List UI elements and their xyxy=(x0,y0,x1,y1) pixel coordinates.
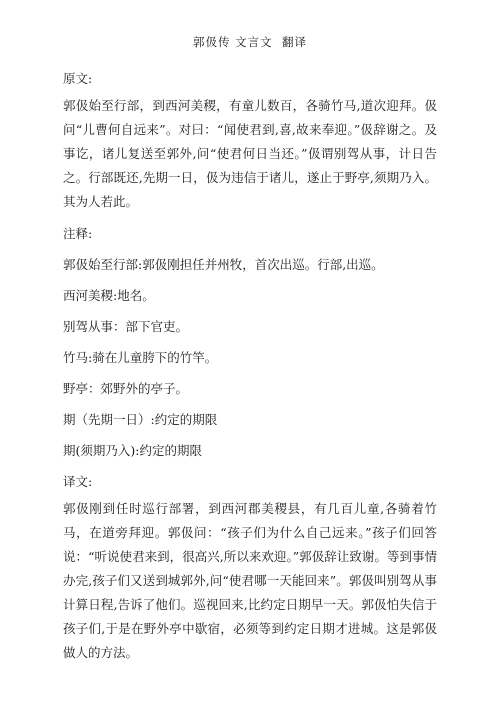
document-title: 郭伋传 文言文 翻译 xyxy=(193,35,307,49)
spacer xyxy=(63,462,437,471)
original-heading: 原文: xyxy=(63,71,93,86)
original-text: 郭伋始至行部，到西河美稷，有童儿数百，各骑竹马,道次迎拜。伋问“儿曹何自远来”。对曰：“闻使君到,喜,故来奉迎。”伋辞谢之。及事讫，诸儿复送至郭外,问“使君何日当还。”伋谓别驾从事，计日告之。行部既还,先期一日，伋为违信于诸儿，遂止于野亭,须期乃入。其为人若此。 xyxy=(63,98,437,209)
spacer xyxy=(63,369,437,378)
spacer xyxy=(63,276,437,285)
note-item: 竹马:骑在儿童胯下的竹竿。 xyxy=(63,350,218,365)
document-body xyxy=(63,68,437,665)
translation-heading: 译文: xyxy=(63,474,93,489)
note-item: 野亭：郊野外的亭子。 xyxy=(63,381,189,396)
spacer xyxy=(63,431,437,440)
spacer xyxy=(63,400,437,409)
notes-heading: 注释: xyxy=(63,226,93,241)
spacer xyxy=(63,338,437,347)
note-item: 期(须期乃入):约定的期限 xyxy=(63,443,202,458)
note-item: 西河美稷:地名。 xyxy=(63,288,155,303)
spacer xyxy=(63,214,437,223)
spacer xyxy=(63,307,437,316)
note-item: 郭伋始至行部:郭伋刚担任并州牧，首次出巡。行部,出巡。 xyxy=(63,257,384,272)
translation-text: 郭伋刚到任时巡行部署，到西河郡美稷县，有几百儿童,各骑着竹马，在道旁拜迎。郭伋问：“孩子们为什么自己远来。”孩子们回答说：“听说使君来到，很高兴,所以来欢迎。”郭伋辞让致谢。等到事情办完,孩子们又送到城郭外,问“使君哪一天能回来”。郭伋叫别驾从事计算日程,告诉了他们。巡视回来,比约定日期早一天。郭伋怕失信于孩子们,于是在野外亭中歇宿，必须等到约定日期才进城。这是郭伋做人的方法。 xyxy=(63,501,437,660)
spacer xyxy=(63,245,437,254)
note-item: 别驾从事：部下官吏。 xyxy=(63,319,189,334)
note-item: 期（先期一日）:约定的期限 xyxy=(63,412,218,427)
